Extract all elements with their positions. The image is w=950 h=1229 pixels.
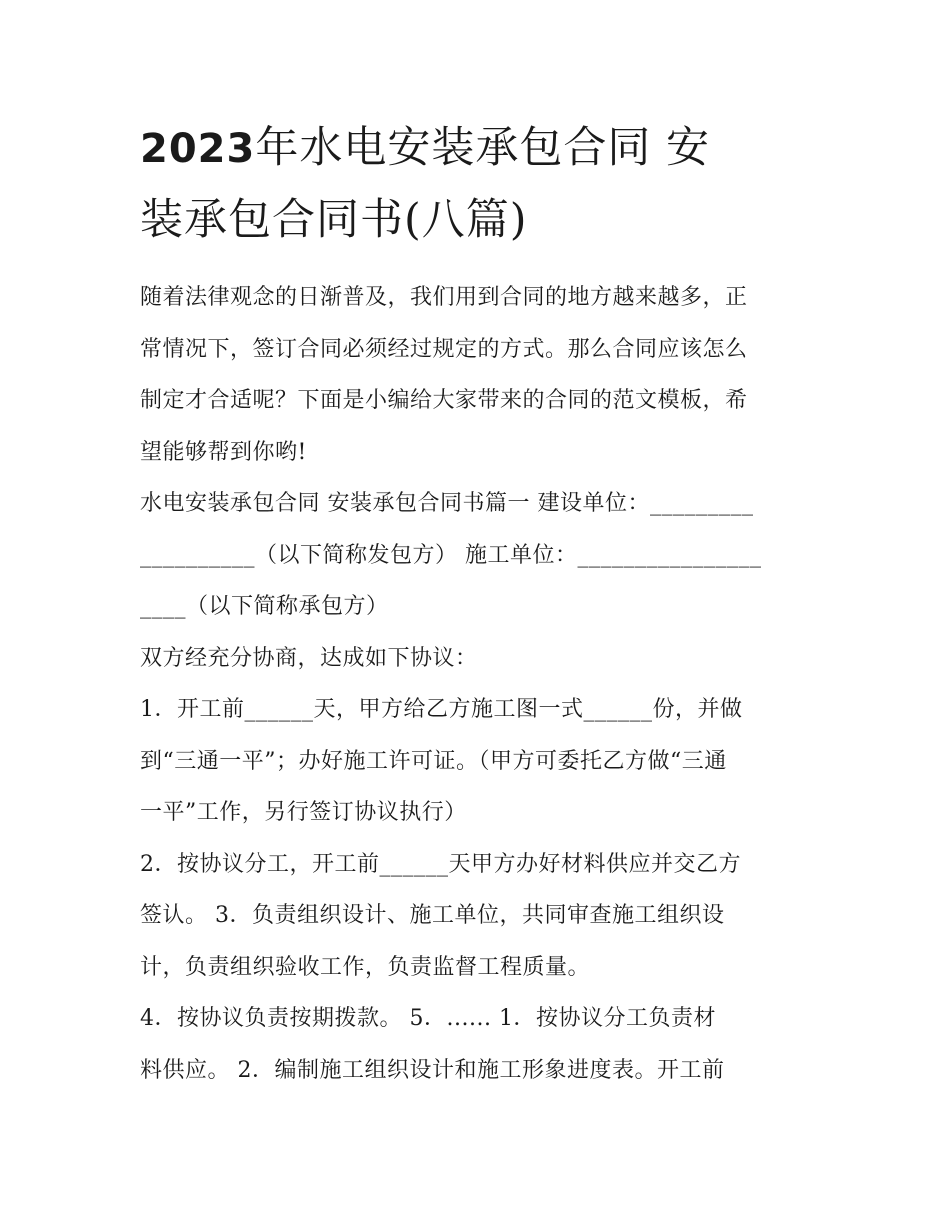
text-line: 到“三通一平”；办好施工许可证。（甲方可委托乙方做“三通 xyxy=(140,748,727,774)
text-line: 随着法律观念的日渐普及，我们用到合同的地方越来越多，正 xyxy=(140,285,748,310)
document-page xyxy=(140,118,820,1096)
title-line-1-text: 年水电安装承包合同 安 xyxy=(255,123,710,173)
text-line: __________（以下简称发包方） 施工单位：________________ xyxy=(140,542,762,568)
text-line: 望能够帮到你哟! xyxy=(140,439,307,465)
text-line: 计，负责组织验收工作，负责监督工程质量。 xyxy=(140,954,591,980)
title-line-2: 装承包合同书(八篇) xyxy=(140,195,528,245)
text-line: 常情况下，签订合同必须经过规定的方式。那么合同应该怎么 xyxy=(140,336,748,362)
text-line: 双方经充分协商，达成如下协议： xyxy=(140,645,478,671)
text-line: ____（以下简称承包方） xyxy=(140,594,389,619)
text-line: 制定才合适呢？下面是小编给大家带来的合同的范文模板，希 xyxy=(140,388,748,413)
text-line: 4．按协议负责按期拨款。 5．...... 1．按协议分工负责材 xyxy=(140,1006,716,1031)
title-line-1 xyxy=(140,118,820,179)
clause-paragraph-2 xyxy=(140,839,820,994)
agreement-paragraph xyxy=(140,633,820,685)
document-title xyxy=(140,118,820,250)
text-line: 签认。 3．负责组织设计、施工单位，共同审查施工组织设 xyxy=(140,903,725,928)
text-line: 水电安装承包合同 安装承包合同书篇一 建设单位：_________ xyxy=(140,491,754,516)
clause-paragraph-1 xyxy=(140,684,820,839)
text-line: 1．开工前______天，甲方给乙方施工图一式______份，并做 xyxy=(140,697,743,722)
document-body xyxy=(140,272,820,1096)
text-line: 一平”工作，另行签订协议执行） xyxy=(140,800,467,825)
parties-paragraph xyxy=(140,478,820,633)
intro-paragraph xyxy=(140,272,820,478)
clause-paragraph-4 xyxy=(140,993,820,1096)
title-year: 2023 xyxy=(140,126,256,172)
text-line: 料供应。 2．编制施工组织设计和施工形象进度表。开工前 xyxy=(140,1057,725,1083)
text-line: 2．按协议分工，开工前______天甲方办好材料供应并交乙方 xyxy=(140,851,741,877)
